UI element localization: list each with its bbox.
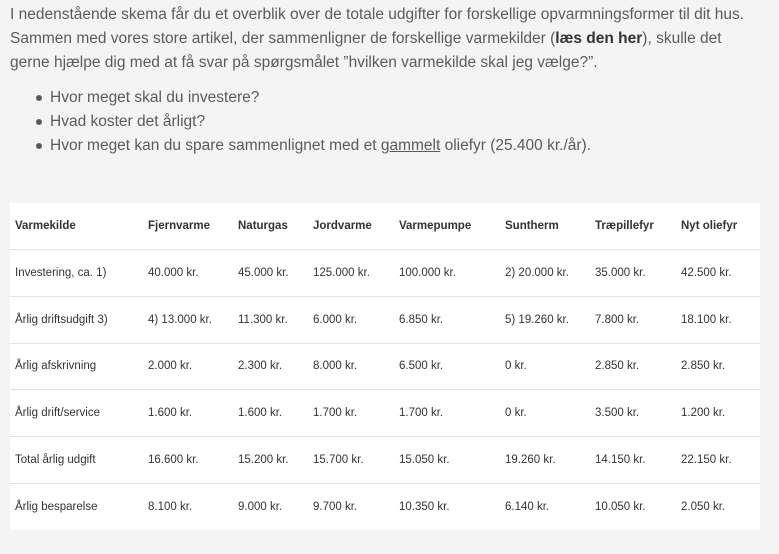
table-cell: 1.600 kr. [143, 390, 233, 437]
table-cell: 22.150 kr. [676, 436, 760, 483]
table-row [10, 390, 760, 437]
column-header: Varmepumpe [394, 203, 500, 250]
question-3-pre: Hvor meget kan du spare sammenlignet med et [50, 137, 381, 154]
table-cell: 6.140 kr. [505, 500, 550, 513]
intro-line-1: I nedenstående skema får du et overblik over de totale udgifter for forskellige opvarmningsformer til dit hus. [10, 6, 745, 23]
table-cell: 8.000 kr. [308, 343, 394, 390]
table-cell: 35.000 kr. [590, 250, 676, 297]
table-cell: 15.200 kr. [233, 436, 308, 483]
table-cell: 42.500 kr. [676, 250, 760, 297]
row-label: Total årlig udgift [10, 436, 143, 483]
article-link[interactable]: læs den her [555, 30, 643, 47]
column-header: Varmekilde [10, 203, 143, 250]
table-cell: 18.100 kr. [676, 296, 760, 343]
table-cell: 2.000 kr. [143, 343, 233, 390]
table-cell: 9.700 kr. [313, 500, 358, 513]
table-cell: 125.000 kr. [308, 250, 394, 297]
row-label: Årlig drift/service [10, 390, 143, 437]
table-cell: 1.700 kr. [308, 390, 394, 437]
table-cell: 2) 20.000 kr. [500, 250, 590, 297]
question-1: Hvor meget skal du investere? [50, 89, 260, 106]
table-cell: 0 kr. [500, 390, 590, 437]
table-cell: 5) 19.260 kr. [500, 296, 590, 343]
table-cell: 16.600 kr. [143, 436, 233, 483]
table-cell: 0 kr. [500, 343, 590, 390]
question-2: Hvad koster det årligt? [50, 113, 206, 130]
row-label: Årlig afskrivning [10, 343, 143, 390]
table-header-row [10, 203, 760, 250]
list-item [36, 110, 591, 134]
table-cell: 7.800 kr. [590, 296, 676, 343]
table-cell: 1.700 kr. [394, 390, 500, 437]
table-cell: 19.260 kr. [500, 436, 590, 483]
table-cell: 6.000 kr. [308, 296, 394, 343]
table-cell: 3.500 kr. [590, 390, 676, 437]
column-header: Nyt oliefyr [676, 203, 760, 250]
table-row [10, 343, 760, 390]
table-cell: 2.300 kr. [233, 343, 308, 390]
table-cell: 2.050 kr. [681, 500, 726, 513]
intro-line-2-pre: Sammen med vores store artikel, der sammenligner de forskellige varmekilder ( [10, 30, 556, 47]
comparison-table-container [10, 203, 760, 530]
column-header: Suntherm [500, 203, 590, 250]
table-cell: 8.100 kr. [148, 500, 193, 513]
list-item [36, 86, 591, 110]
table-cell: 6.500 kr. [394, 343, 500, 390]
table-row [10, 436, 760, 483]
question-3-post: oliefyr (25.400 kr./år). [440, 137, 592, 154]
table-cell: 11.300 kr. [233, 296, 308, 343]
table-cell: 15.700 kr. [308, 436, 394, 483]
table-cell: 6.850 kr. [394, 296, 500, 343]
row-label: Årlig besparelse [15, 500, 98, 513]
question-list [36, 86, 591, 158]
table-cell: 1.200 kr. [676, 390, 760, 437]
table-cell: 2.850 kr. [590, 343, 676, 390]
table-cell: 4) 13.000 kr. [143, 296, 233, 343]
question-3-underline: gammelt [380, 137, 441, 154]
intro-line-2-post: ), skulle det [642, 30, 722, 47]
row-label: Investering, ca. 1) [10, 250, 143, 297]
table-row [10, 296, 760, 343]
heating-cost-table [10, 203, 760, 530]
intro-paragraph [10, 3, 770, 75]
row-label: Årlig driftsudgift 3) [10, 296, 143, 343]
intro-line-3: gerne hjælpe dig med at få svar på spørgsmålet ”hvilken varmekilde skal jeg vælge?”. [10, 54, 598, 71]
column-header: Fjernvarme [143, 203, 233, 250]
table-cell: 14.150 kr. [590, 436, 676, 483]
column-header: Jordvarme [308, 203, 394, 250]
table-cell: 2.850 kr. [676, 343, 760, 390]
table-row [10, 250, 760, 297]
table-cell: 45.000 kr. [233, 250, 308, 297]
list-item [36, 134, 591, 158]
table-row [10, 483, 760, 530]
table-cell: 1.600 kr. [233, 390, 308, 437]
table-cell: 10.350 kr. [399, 500, 450, 513]
table-cell: 9.000 kr. [238, 500, 283, 513]
table-cell: 40.000 kr. [143, 250, 233, 297]
table-cell: 100.000 kr. [394, 250, 500, 297]
table-cell: 10.050 kr. [595, 500, 646, 513]
column-header: Træpillefyr [590, 203, 676, 250]
table-cell: 15.050 kr. [394, 436, 500, 483]
column-header: Naturgas [233, 203, 308, 250]
